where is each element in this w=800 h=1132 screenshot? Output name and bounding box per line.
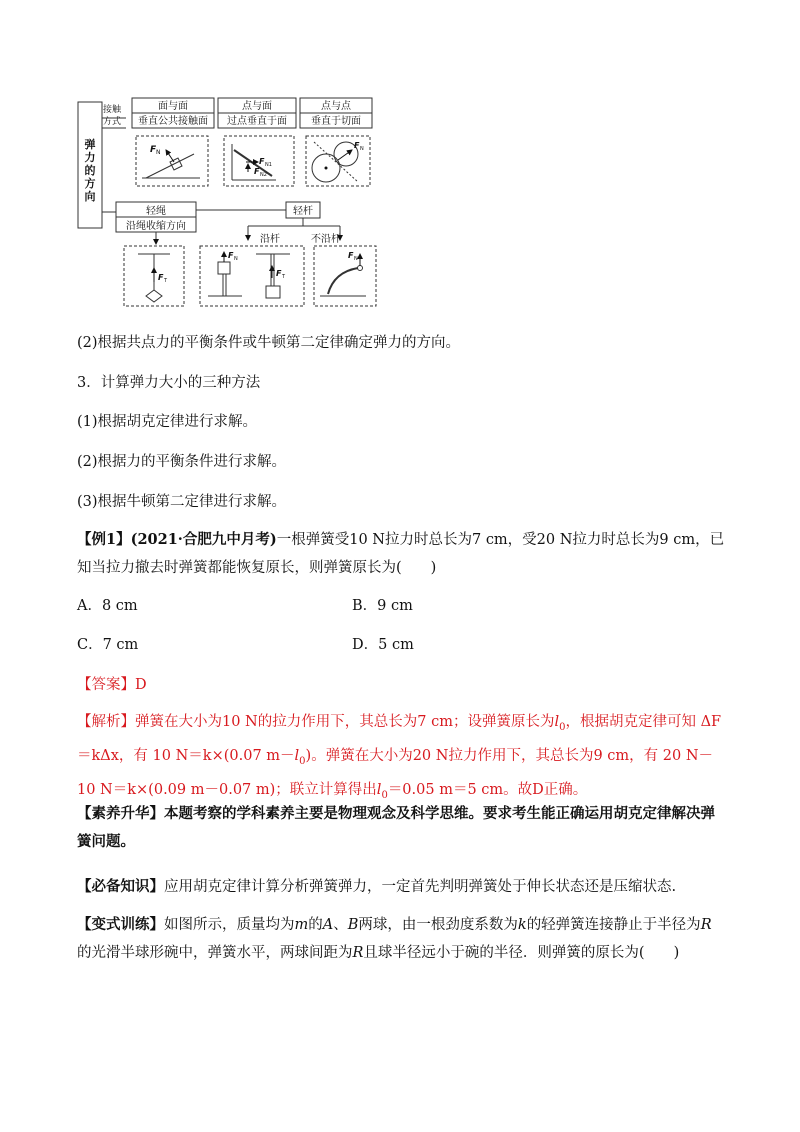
light-rod-box <box>286 202 320 218</box>
method-2-line: (2)根据共点力的平衡条件或牛顿第二定律确定弹力的方向。 <box>77 335 461 351</box>
svg-text:T: T <box>282 274 286 280</box>
knowledge-text: 应用胡克定律计算分析弹簧弹力，一定首先判明弹簧处于伸长状态还是压缩状态. <box>164 879 677 895</box>
svg-text:力: 力 <box>84 151 96 164</box>
analysis-var-sub-3: 0 <box>381 789 388 801</box>
light-rope-box <box>116 202 196 232</box>
box-face-to-face <box>132 98 214 128</box>
variant-var-a: A <box>322 917 334 933</box>
svg-text:F: F <box>254 167 260 176</box>
svg-text:F: F <box>259 157 265 166</box>
svg-text:向: 向 <box>84 190 96 203</box>
variant-sep: 、 <box>333 917 348 933</box>
along-rod-label: 沿杆 <box>260 234 280 245</box>
side-label <box>85 137 96 203</box>
svg-text:方: 方 <box>84 177 96 190</box>
variant-text-2: 的 <box>308 917 323 933</box>
option-a: A．8 cm <box>77 598 138 614</box>
calc-method-1: (1)根据胡克定律进行求解。 <box>77 414 258 430</box>
svg-text:接触: 接触 <box>102 105 122 115</box>
analysis-text-2: ，根据胡克定律可知 ΔF＝kΔx，有 10 N＝k×(0.07 m－ <box>77 714 722 764</box>
variant-text-6: 且球半径远小于碗的半径．则弹簧的原长为( ) <box>363 945 680 961</box>
svg-text:F: F <box>150 145 157 155</box>
rope-weight-figure <box>138 254 170 302</box>
svg-text:面与面: 面与面 <box>158 101 188 112</box>
calc-method-2: (2)根据力的平衡条件进行求解。 <box>77 454 287 470</box>
example-source: (2021·合肥九中月考) <box>130 531 277 548</box>
option-c: C．7 cm <box>77 637 139 653</box>
knowledge-tag: 【必备知识】 <box>77 878 164 895</box>
not-along-rod-label: 不沿杆 <box>311 234 341 245</box>
svg-text:点与点: 点与点 <box>321 101 351 112</box>
variant-var-k: k <box>517 917 527 933</box>
variant-var-r2: R <box>352 945 364 961</box>
svg-text:垂直于切面: 垂直于切面 <box>311 116 361 127</box>
example-tag: 【例1】 <box>77 531 131 548</box>
variant-tag: 【变式训练】 <box>77 916 164 933</box>
example-text: 一根弹簧受10 N拉力时总长为7 cm，受20 N拉力时总长为9 cm，已知当拉力撤去时弹簧都能恢复原长，则弹簧原长为( ) <box>77 532 725 576</box>
analysis-text-4: ＝0.05 m＝5 cm。故D正确。 <box>387 781 588 798</box>
svg-text:F: F <box>158 273 164 282</box>
literacy-text: 本题考察的学科素养主要是物理观念及科学思维。要求考生能正确运用胡克定律解决弹簧问题。 <box>77 805 715 850</box>
variant-text-1: 如图所示，质量均为 <box>164 917 295 933</box>
svg-text:垂直公共接触面: 垂直公共接触面 <box>138 116 208 127</box>
analysis-var-l0-2: l <box>294 747 300 764</box>
analysis-var-l0-3: l <box>376 781 382 798</box>
analysis-text-1: 弹簧在大小为10 N的拉力作用下，其总长为7 cm；设弹簧原长为 <box>135 714 555 730</box>
variant-text-5: 的光滑半球形碗中，弹簧水平，两球间距为 <box>77 945 353 961</box>
variant-text-4: 的轻弹簧连接静止于半径为 <box>526 917 701 933</box>
svg-text:N2: N2 <box>260 172 267 178</box>
svg-text:的: 的 <box>84 164 96 177</box>
svg-text:F: F <box>354 141 360 150</box>
analysis-tag: 【解析】 <box>77 714 135 730</box>
svg-text:轻杆: 轻杆 <box>293 206 313 217</box>
box-point-to-point <box>300 98 372 128</box>
svg-text:过点垂直于面: 过点垂直于面 <box>227 116 287 127</box>
svg-text:N: N <box>156 149 161 156</box>
svg-text:N: N <box>234 256 238 262</box>
svg-text:N1: N1 <box>265 162 272 168</box>
svg-text:F: F <box>228 251 234 260</box>
rod-corner-figure <box>232 144 276 180</box>
literacy-tag: 【素养升华】 <box>77 805 164 822</box>
svg-text:轻绳: 轻绳 <box>146 206 166 217</box>
elastic-force-direction-diagram <box>76 96 396 312</box>
two-spheres-figure <box>312 141 364 182</box>
svg-text:点与面: 点与面 <box>242 101 272 112</box>
box-point-to-face <box>218 98 296 128</box>
incline-block-figure <box>142 145 200 178</box>
curved-rod-figure <box>320 251 366 296</box>
contact-label <box>103 103 122 127</box>
svg-text:弹: 弹 <box>84 138 96 151</box>
section-3-heading: 3．计算弹力大小的三种方法 <box>77 375 261 391</box>
literacy-note <box>77 800 725 856</box>
analysis-var-l0: l <box>554 714 560 730</box>
example-1 <box>77 526 725 582</box>
svg-text:N: N <box>354 256 358 262</box>
rod-hanging-figure <box>256 254 290 298</box>
variant-var-b: B <box>347 917 359 933</box>
analysis-var-sub-2: 0 <box>299 755 306 767</box>
rod-support-figure <box>208 251 242 296</box>
variant-var-r: R <box>700 917 712 933</box>
analysis-text-3: )。弹簧在大小为20 N拉力作用下，其总长为9 cm，有 20 N－10 N＝k×(0.09 m－0.07 m)；联立计算得出 <box>77 747 714 798</box>
required-knowledge <box>77 873 725 901</box>
svg-text:F: F <box>348 251 354 260</box>
svg-text:N: N <box>360 146 364 152</box>
analysis-var-sub: 0 <box>559 721 566 733</box>
svg-text:沿绳收缩方向: 沿绳收缩方向 <box>126 221 186 232</box>
svg-text:F: F <box>276 269 282 278</box>
variant-training <box>77 911 725 967</box>
option-d: D．5 cm <box>352 637 414 653</box>
option-b: B．9 cm <box>352 598 413 614</box>
svg-text:方式: 方式 <box>102 117 122 127</box>
svg-text:T: T <box>164 278 168 284</box>
variant-text-3: 两球，由一根劲度系数为 <box>358 917 518 933</box>
variant-var-m: m <box>294 917 309 933</box>
calc-method-3: (3)根据牛顿第二定律进行求解。 <box>77 494 287 510</box>
analysis <box>77 708 725 810</box>
answer: 【答案】D <box>77 677 147 693</box>
